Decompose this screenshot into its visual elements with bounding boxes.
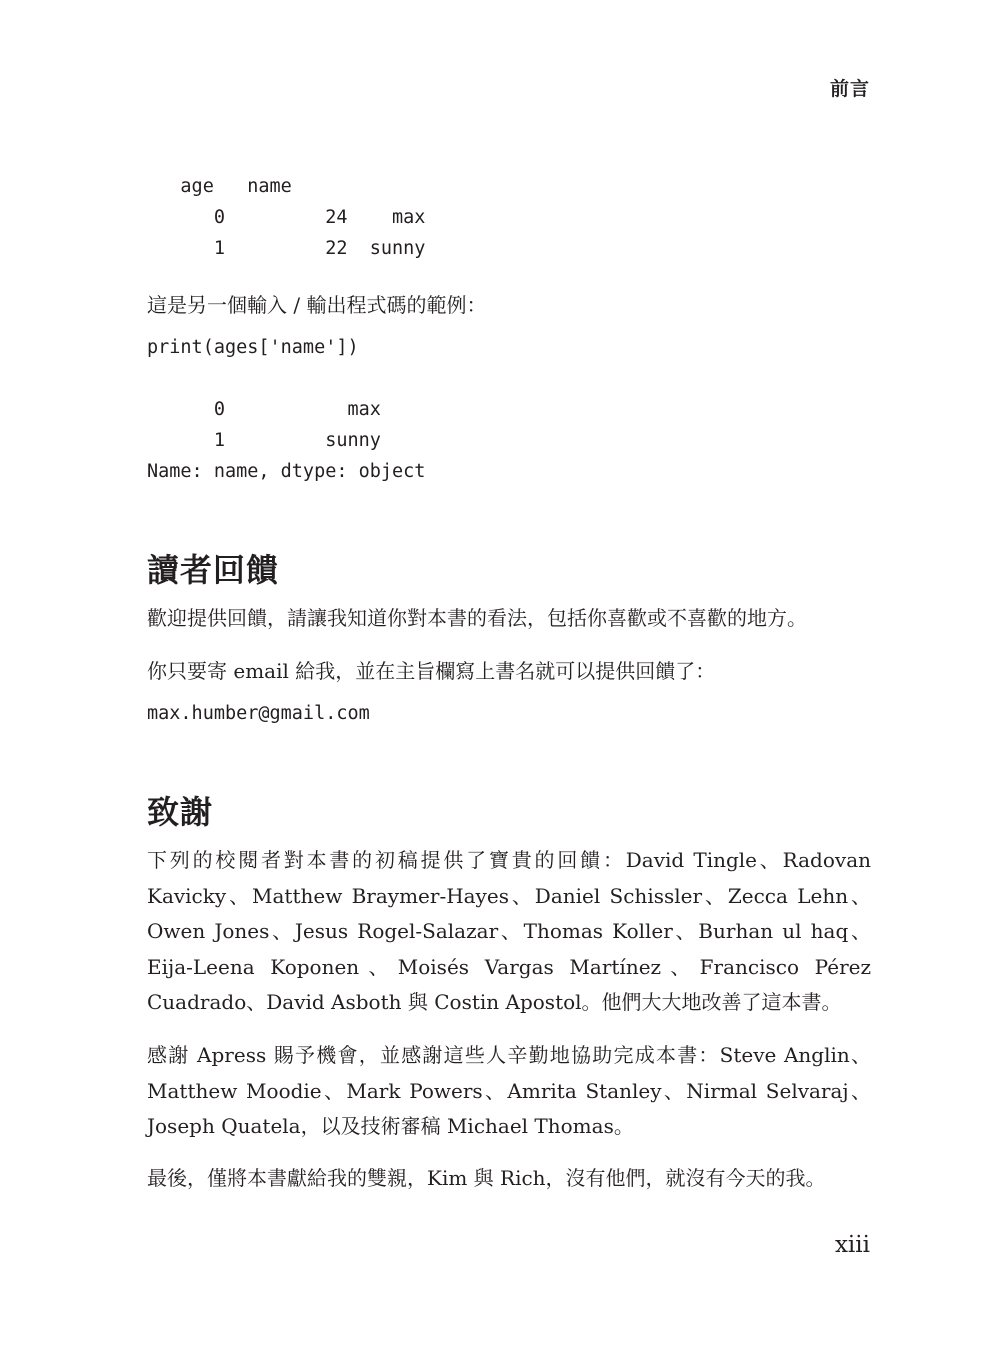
section-heading-acknowledgements: 致謝 — [147, 793, 214, 831]
apress-thanks-paragraph: 感謝 Apress 賜予機會，並感謝這些人辛勤地協助完成本書：Steve Anglin、Matthew Moodie、Mark Powers、Amrita Stanley、Nirmal Selvaraj、Joseph Quatela，以及技術審稿 Michael Thomas。 — [147, 1043, 871, 1138]
code-output-block-2: 0 max 1 sunny Name: name, dtype: object — [147, 399, 426, 482]
section-heading-feedback: 讀者回饋 — [147, 551, 280, 589]
intro-paragraph: 這是另一個輸入 / 輸出程式碼的範例： — [147, 293, 487, 317]
running-head: 前言 — [829, 78, 870, 100]
email-address: max.humber@gmail.com — [147, 703, 370, 724]
feedback-email-paragraph: 你只要寄 email 給我，並在主旨欄寫上書名就可以提供回饋了： — [147, 659, 716, 683]
dedication-paragraph: 最後，僅將本書獻給我的雙親，Kim 與 Rich，沒有他們，就沒有今天的我。 — [147, 1166, 826, 1190]
feedback-paragraph: 歡迎提供回饋，請讓我知道你對本書的看法，包括你喜歡或不喜歡的地方。 — [147, 606, 807, 630]
code-input-block: print(ages['name']) — [147, 337, 359, 358]
code-output-block: age name 0 24 max 1 22 sunny — [180, 176, 426, 259]
page-number: xiii — [834, 1232, 870, 1258]
reviewers-paragraph: 下列的校閱者對本書的初稿提供了寶貴的回饋：David Tingle、Radovan Kavicky、Matthew Braymer-Hayes、Daniel Schissler、Zecca Lehn、Owen Jones、Jesus Rogel-Salazar、Thomas Koller、Burhan ul haq、Eija-Leena Koponen、Moisés Vargas Martínez、Francisco Pérez Cuadrado、David Asboth 與 Costin Apostol。他們大大地改善了這本書。 — [147, 848, 871, 1014]
